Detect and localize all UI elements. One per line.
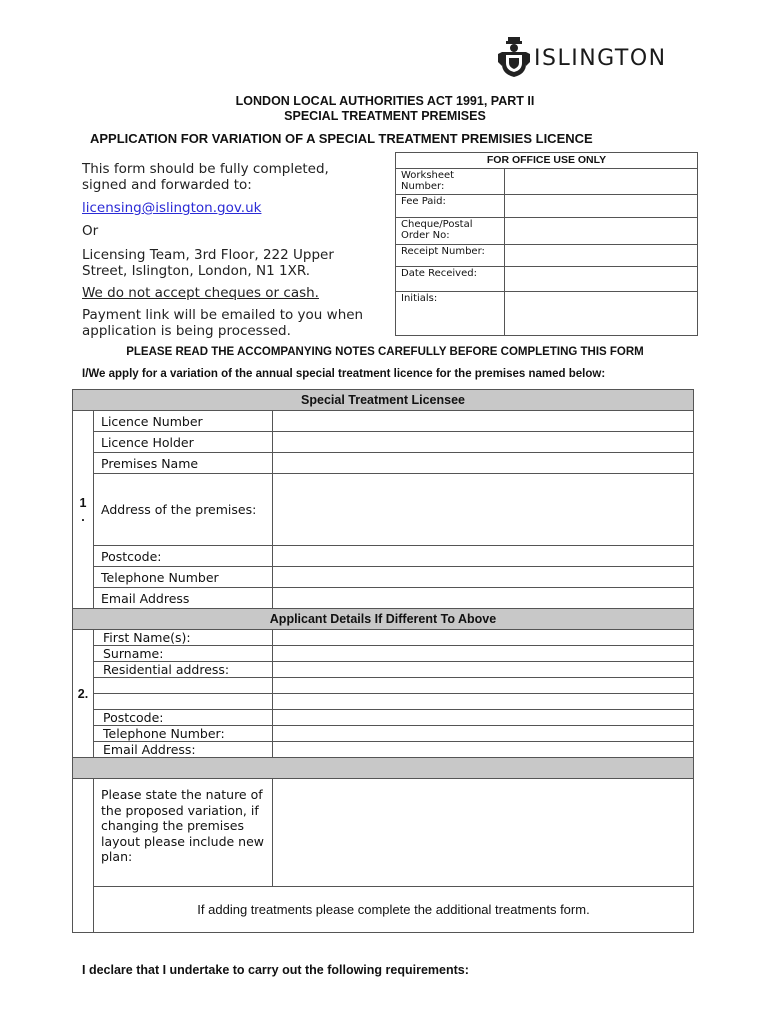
address-line-3-field[interactable] (273, 694, 694, 710)
fee-paid-field[interactable] (505, 195, 698, 218)
receipt-field[interactable] (505, 245, 698, 267)
postal-address: Licensing Team, 3rd Floor, 222 Upper Street, Islington, London, N1 1XR. (82, 247, 334, 279)
surname-field[interactable] (273, 646, 694, 662)
surname-label: Surname: (94, 646, 273, 662)
applicant-postcode-field[interactable] (273, 710, 694, 726)
first-name-label: First Name(s): (94, 630, 273, 646)
section1-number: 1 . (73, 411, 94, 609)
variation-nature-field[interactable] (273, 779, 694, 887)
email-link[interactable]: licensing@islington.gov.uk (82, 200, 262, 216)
receipt-label: Receipt Number: (396, 245, 505, 267)
islington-logo (498, 36, 698, 78)
fee-paid-label: Fee Paid: (396, 195, 505, 218)
no-cheques-notice: We do not accept cheques or cash. (82, 285, 319, 301)
form-title: APPLICATION FOR VARIATION OF A SPECIAL TREATMENT PREMISIES LICENCE (90, 131, 593, 146)
application-form-table (72, 389, 694, 933)
logo-text: ISLINGTON (534, 46, 667, 71)
applicant-telephone-label: Telephone Number: (94, 726, 273, 742)
cheque-field[interactable] (505, 218, 698, 245)
licence-holder-label: Licence Holder (94, 432, 273, 453)
section3-bar (73, 758, 694, 779)
premises-address-field[interactable] (273, 474, 694, 546)
section2-title: Applicant Details If Different To Above (73, 609, 694, 630)
telephone-field[interactable] (273, 567, 694, 588)
premises-title: SPECIAL TREATMENT PREMISES (284, 109, 486, 123)
section3-number (73, 779, 94, 933)
licence-number-label: Licence Number (94, 411, 273, 432)
additional-treatments-note: If adding treatments please complete the additional treatments form. (94, 887, 694, 933)
date-received-label: Date Received: (396, 267, 505, 292)
variation-nature-label: Please state the nature of the proposed variation, if changing the premises layout please include new plan: (94, 779, 273, 887)
cheque-label: Cheque/Postal Order No: (396, 218, 505, 245)
or-text: Or (82, 223, 99, 239)
address-line-2-label (94, 678, 273, 694)
first-name-field[interactable] (273, 630, 694, 646)
crest-icon (498, 36, 530, 78)
initials-label: Initials: (396, 292, 505, 336)
premises-name-field[interactable] (273, 453, 694, 474)
act-title: LONDON LOCAL AUTHORITIES ACT 1991, PART II (235, 94, 535, 108)
intro-instructions: This form should be fully completed, signed and forwarded to: (82, 161, 329, 193)
section1-title: Special Treatment Licensee (73, 390, 694, 411)
apply-statement: I/We apply for a variation of the annual special treatment licence for the premises named below: (82, 368, 606, 380)
payment-notice: Payment link will be emailed to you when application is being processed. (82, 307, 364, 339)
section2-number: 2. (73, 630, 94, 758)
office-use-table (395, 152, 698, 336)
email-field[interactable] (273, 588, 694, 609)
read-notes-warning: PLEASE READ THE ACCOMPANYING NOTES CAREFULLY BEFORE COMPLETING THIS FORM (126, 346, 644, 358)
postcode-label: Postcode: (94, 546, 273, 567)
premises-name-label: Premises Name (94, 453, 273, 474)
residential-address-label: Residential address: (94, 662, 273, 678)
applicant-postcode-label: Postcode: (94, 710, 273, 726)
applicant-email-field[interactable] (273, 742, 694, 758)
applicant-telephone-field[interactable] (273, 726, 694, 742)
office-use-title: FOR OFFICE USE ONLY (396, 153, 698, 169)
worksheet-field[interactable] (505, 169, 698, 195)
worksheet-label: Worksheet Number: (396, 169, 505, 195)
declaration-heading: I declare that I undertake to carry out the following requirements: (82, 963, 469, 977)
initials-field[interactable] (505, 292, 698, 336)
postcode-field[interactable] (273, 546, 694, 567)
residential-address-field[interactable] (273, 662, 694, 678)
email-label: Email Address (94, 588, 273, 609)
licence-number-field[interactable] (273, 411, 694, 432)
premises-address-label: Address of the premises: (94, 474, 273, 546)
applicant-email-label: Email Address: (94, 742, 273, 758)
telephone-label: Telephone Number (94, 567, 273, 588)
date-received-field[interactable] (505, 267, 698, 292)
address-line-3-label (94, 694, 273, 710)
address-line-2-field[interactable] (273, 678, 694, 694)
licence-holder-field[interactable] (273, 432, 694, 453)
